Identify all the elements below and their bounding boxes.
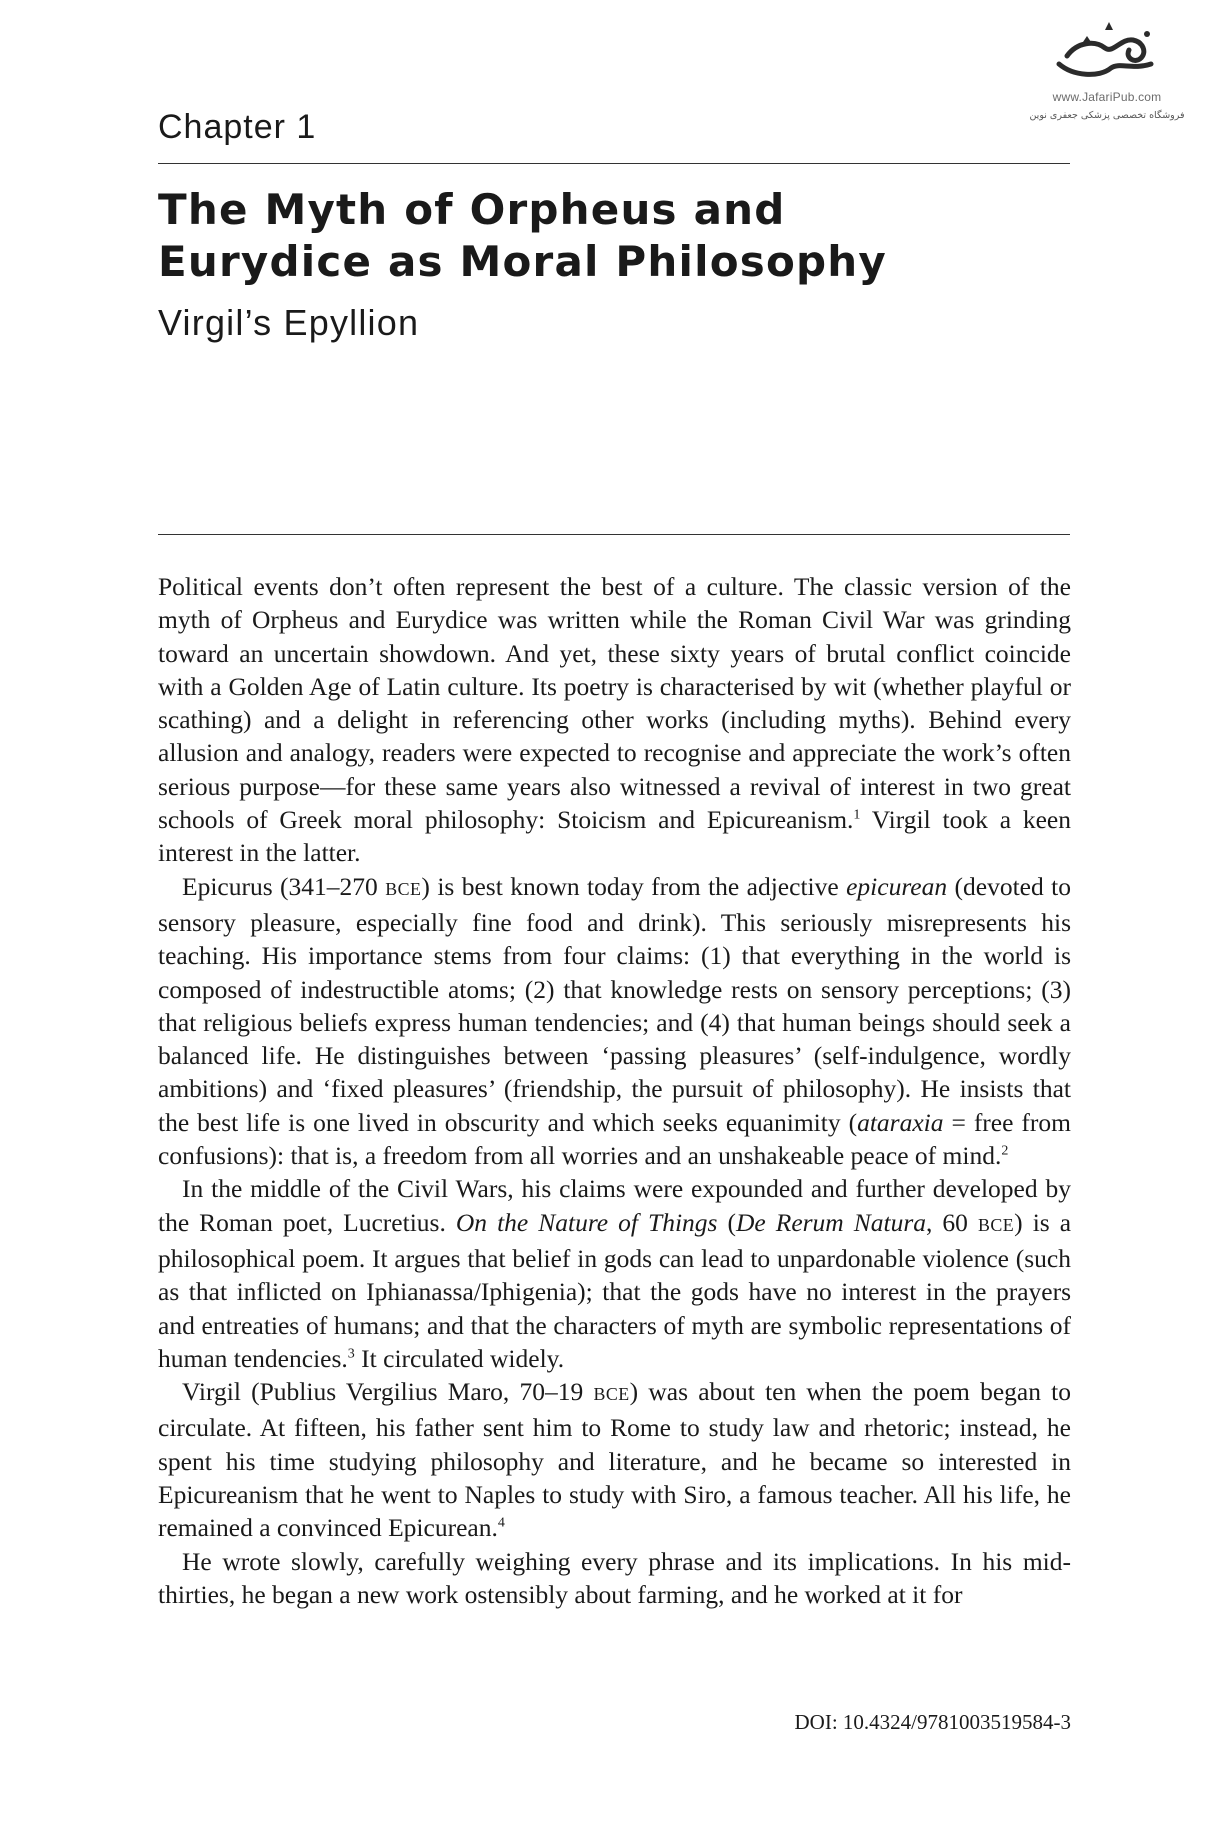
paragraph-2-text: ) is best known today from the adjective xyxy=(421,871,847,901)
footnote-ref-4[interactable]: 4 xyxy=(497,1515,505,1531)
paragraph-5 xyxy=(158,1545,1071,1612)
era-abbreviation: BCE xyxy=(977,1214,1015,1235)
paragraph-1-text: Political events don’t often represent the best of a culture. The classic version of the myth of Orpheus and Eurydice was written while the Roman Civil War was grinding toward an uncertain showdown. And yet, these sixty years of brutal conflict coincide with a Golden Age of Latin culture. Its poetry is characterised by wit (whether playful or scathing) and a delight in referencing other works (including myths). Behind every allusion and analogy, readers were expected to recognise and appreciate the work’s often serious purpose—for these same years also witnessed a revival of interest in two great schools of Greek moral philosophy: Stoicism and Epicureanism. xyxy=(158,572,1071,835)
italic-term-ataraxia: ataraxia xyxy=(857,1107,944,1137)
chapter-title xyxy=(158,184,1070,288)
paragraph-3-text: ( xyxy=(717,1207,736,1237)
top-rule xyxy=(158,163,1070,164)
publisher-url: www.JafariPub.com xyxy=(1052,90,1162,104)
italic-term-epicurean: epicurean xyxy=(846,871,948,901)
paragraph-2-text: = free from confusions): that is, a freedom from all worries and an unshakeable peace of mind. xyxy=(158,1107,1071,1171)
publisher-logo-mark xyxy=(1047,18,1167,88)
italic-latin-title: De Rerum Natura xyxy=(735,1207,927,1237)
paragraph-1 xyxy=(158,570,1071,870)
chapter-subtitle: Virgil’s Epyllion xyxy=(158,302,420,343)
italic-work-title: On the Nature of Things xyxy=(455,1207,718,1237)
publisher-logo xyxy=(1012,18,1202,138)
doi-footer: DOI: 10.4324/9781003519584-3 xyxy=(794,1710,1071,1734)
body-text xyxy=(158,570,1071,1611)
paragraph-4-text: ) was about ten when the poem began to circulate. At fifteen, his father sent him to Rome to study law and rhetoric; instead, he spent his time studying philosophy and literature, and he became so interested in Epicureanism that he went to Naples to study with Siro, a famous teacher. All his life, he remained a convinced Epicurean. xyxy=(158,1377,1072,1543)
chapter-label: Chapter 1 xyxy=(158,108,317,146)
paragraph-2-text: (devoted to sensory pleasure, especially fine food and drink). This seriously misrepresents his teaching. His importance stems from four claims: (1) that everything in the world is composed of indestructible atoms; (2) that knowledge rests on sensory perceptions; (3) that religious beliefs express human tendencies; and (4) that human beings should seek a balanced life. He distinguishes between ‘passing pleasures’ (self-indulgence, wordly ambitions) and ‘fixed pleasures’ (friendship, the pursuit of philosophy). He insists that the best life is one lived in obscurity and which seeks equanimity ( xyxy=(158,871,1071,1137)
paragraph-3 xyxy=(158,1172,1071,1375)
paragraph-3-text: ) is a philosophical poem. It argues that belief in gods can lead to unpardonable violence (such as that inflicted on Iphianassa/Iphigenia); that the gods have no interest in the prayers and entreaties of humans; and that the characters of myth are symbolic representations of human tendencies. xyxy=(158,1207,1072,1373)
era-abbreviation: BCE xyxy=(385,878,422,899)
paragraph-4-text: Virgil (Publius Vergilius Maro, 70–19 xyxy=(182,1377,594,1407)
paragraph-2 xyxy=(158,870,1071,1173)
chapter-title-line-1: The Myth of Orpheus and xyxy=(158,185,786,234)
paragraph-3-text-end: It circulated widely. xyxy=(354,1343,565,1373)
paragraph-3-text: , 60 xyxy=(926,1207,978,1237)
bottom-rule xyxy=(158,534,1070,535)
paragraph-4 xyxy=(158,1375,1071,1544)
footnote-ref-2[interactable]: 2 xyxy=(1001,1143,1009,1159)
paragraph-1-text-end: Virgil took a keen interest in the latter. xyxy=(158,805,1071,868)
era-abbreviation: BCE xyxy=(593,1384,630,1405)
publisher-tagline: فروشگاه تخصصی پزشکی جعفری نوین xyxy=(1029,110,1185,121)
paragraph-5-text: He wrote slowly, carefully weighing every phrase and its implications. In his mid-thirties, he began a new work ostensibly about farming, and he worked at it for xyxy=(158,1546,1071,1609)
paragraph-3-text: In the middle of the Civil Wars, his claims were expounded and further developed by the Roman poet, Lucretius. xyxy=(158,1174,1071,1237)
footnote-ref-1[interactable]: 1 xyxy=(853,807,861,823)
footnote-ref-3[interactable]: 3 xyxy=(347,1346,355,1362)
chapter-title-line-2: Eurydice as Moral Philosophy xyxy=(158,237,887,286)
paragraph-2-text: Epicurus (341–270 xyxy=(182,871,386,901)
